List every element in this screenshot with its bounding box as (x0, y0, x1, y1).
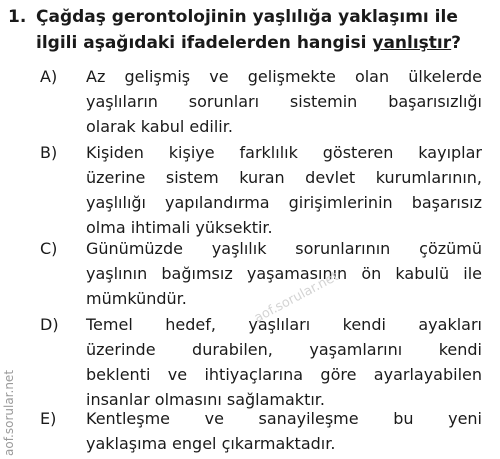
option-d-letter: D) (40, 315, 59, 334)
option-c-line-2: yaşlının bağımsız yaşamasının ön kabulü ile (86, 264, 482, 283)
option-b-line-2: üzerine sistem kuran devlet kurumlarının, (86, 168, 482, 187)
option-d-text (86, 312, 482, 412)
option-c-line-1: Günümüzde yaşlılık sorunlarının çözümü (86, 239, 482, 258)
option-a-text (86, 64, 482, 139)
side-watermark: aof.sorular.net (2, 369, 16, 456)
option-e-letter: E) (40, 409, 57, 428)
question-number: 1. (8, 7, 27, 27)
option-c-line-3: mümkündür. (86, 289, 187, 308)
question-stem-line-2-prefix: ilgili aşağıdaki ifadelerden hangisi (36, 33, 373, 53)
question-stem-line-1: Çağdaş gerontolojinin yaşlılığa yaklaşımı ile (36, 7, 458, 27)
option-a-line-3: olarak kabul edilir. (86, 117, 233, 136)
option-a-line-2: yaşlıların sorunları sistemin başarısızlığı (86, 92, 482, 111)
option-b-line-3: yaşlılığı yapılandırma girişimlerinin başarısız (86, 193, 482, 212)
option-e-line-1: Kentleşme ve sanayileşme bu yeni (86, 409, 482, 428)
option-b-letter: B) (40, 143, 58, 162)
option-d-line-2: üzerinde durabilen, yaşamlarını kendi (86, 340, 482, 359)
question-stem (36, 4, 474, 56)
option-c-letter: C) (40, 239, 58, 258)
center-watermark: aof.sorular.net (251, 268, 342, 327)
option-d-line-4: insanlar olmasını sağlamaktır. (86, 390, 325, 409)
option-d-line-3: beklenti ve ihtiyaçlarına göre ayarlayabilen (86, 365, 482, 384)
option-a-line-1: Az gelişmiş ve gelişmekte olan ülkelerde (86, 67, 482, 86)
option-e-text (86, 406, 482, 456)
option-a-letter: A) (40, 67, 58, 86)
option-e-line-2: yaklaşıma engel çıkarmaktadır. (86, 434, 336, 453)
question-stem-line-2 (36, 30, 474, 56)
option-b-line-1: Kişiden kişiye farklılık gösteren kayıplar (86, 143, 482, 162)
option-b-text (86, 140, 482, 240)
option-d-line-1: Temel hedef, yaşlıları kendi ayakları (86, 315, 482, 334)
question-stem-line-2-suffix: ? (451, 33, 462, 53)
option-b-line-4: olma ihtimali yüksektir. (86, 218, 273, 237)
question-stem-emphasis: yanlıştır (372, 33, 452, 53)
